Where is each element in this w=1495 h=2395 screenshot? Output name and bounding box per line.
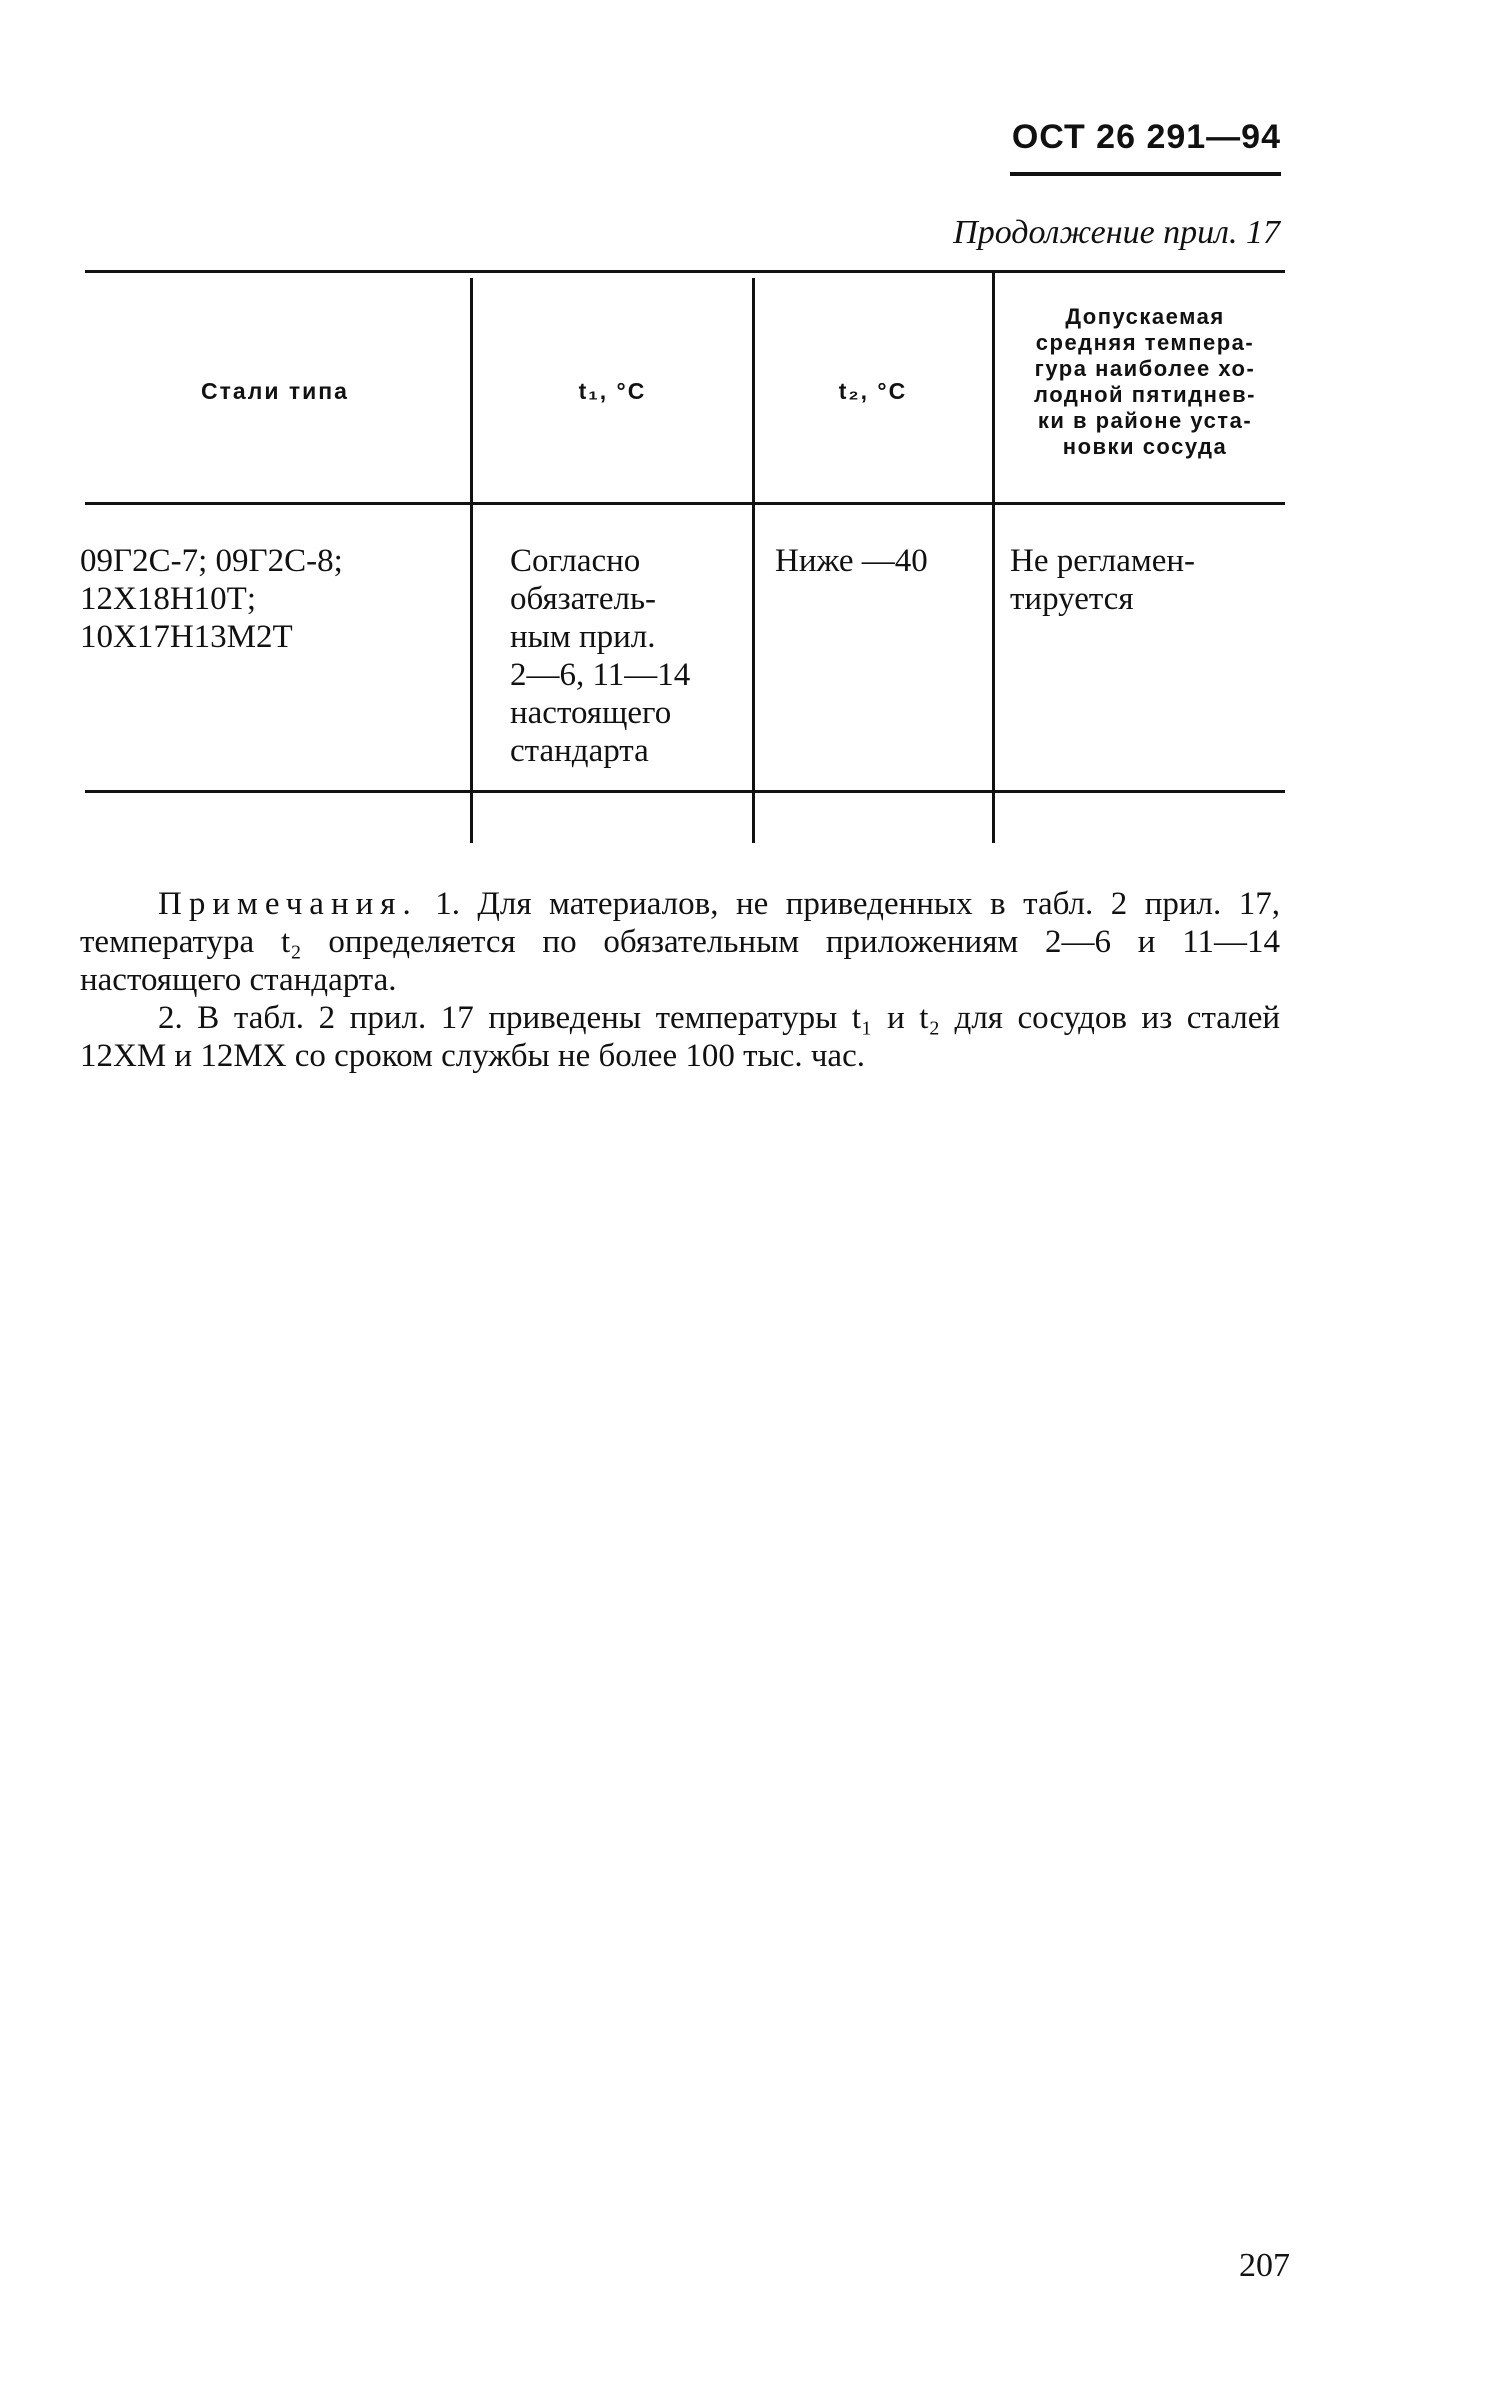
- page-number: 207: [1239, 2247, 1290, 2284]
- cell-line: настоящего: [510, 695, 672, 731]
- cell-line: 10Х17Н13М2Т: [80, 619, 293, 655]
- note-2: 2. В табл. 2 прил. 17 приведены температуры t₁ и t₂ для сосудов из сталей 12ХМ и 12МХ со сроком службы не более 100 тыс. час.: [80, 1000, 1280, 1074]
- table-column-divider: [752, 278, 755, 843]
- header-allowed-line: гура наиболее хо-: [1034, 356, 1256, 381]
- header-t1: t₁, °С: [578, 378, 647, 404]
- cell-line: Не регламен-: [1010, 543, 1196, 579]
- cell-line: тируется: [1010, 581, 1134, 617]
- continuation-caption: Продолжение прил. 17: [953, 214, 1280, 251]
- cell-line: 12Х18Н10Т;: [80, 581, 256, 617]
- header-allowed-line: средняя темпера-: [1035, 330, 1255, 355]
- cell-t1: [510, 542, 750, 770]
- header-allowed-line: лодной пятиднев-: [1034, 382, 1256, 407]
- table-column-divider: [470, 278, 473, 843]
- notes-section: [80, 885, 1280, 1075]
- cell-line: 09Г2С-7; 09Г2С-8;: [80, 543, 343, 579]
- table-bottom-rule: [85, 790, 1285, 793]
- header-allowed-line: ки в районе уста-: [1037, 408, 1253, 433]
- cell-line: обязатель-: [510, 581, 657, 617]
- table-column-divider: [992, 272, 995, 843]
- cell-line: ным прил.: [510, 619, 656, 655]
- header-allowed-line: новки сосуда: [1062, 434, 1228, 459]
- standard-number: ОСТ 26 291—94: [1011, 118, 1281, 156]
- standard-number-underline: [1010, 172, 1281, 176]
- cell-line: 2—6, 11—14: [510, 657, 691, 693]
- note-1: [80, 885, 1280, 999]
- header-allowed-temperature: [1000, 304, 1290, 460]
- note-1-text: 1. Для материалов, не приведенных в табл. 2 прил. 17, температура t₂ определяется по обязательным приложениям 2—6 и 11—14 настоящего стандарта.: [80, 886, 1280, 998]
- cell-t2: Ниже —40: [775, 543, 928, 579]
- table-header-rule: [85, 502, 1285, 505]
- cell-line: стандарта: [510, 733, 649, 769]
- cell-allowed-temperature: [1010, 542, 1280, 618]
- cell-line: Согласно: [510, 543, 641, 579]
- cell-steel-type: [80, 542, 465, 656]
- header-t2: t₂, °С: [838, 378, 908, 404]
- notes-label: Примечания.: [158, 886, 418, 922]
- header-steel-type: Стали типа: [201, 378, 349, 404]
- table-top-rule: [85, 270, 1285, 273]
- header-allowed-line: Допускаемая: [1065, 304, 1225, 329]
